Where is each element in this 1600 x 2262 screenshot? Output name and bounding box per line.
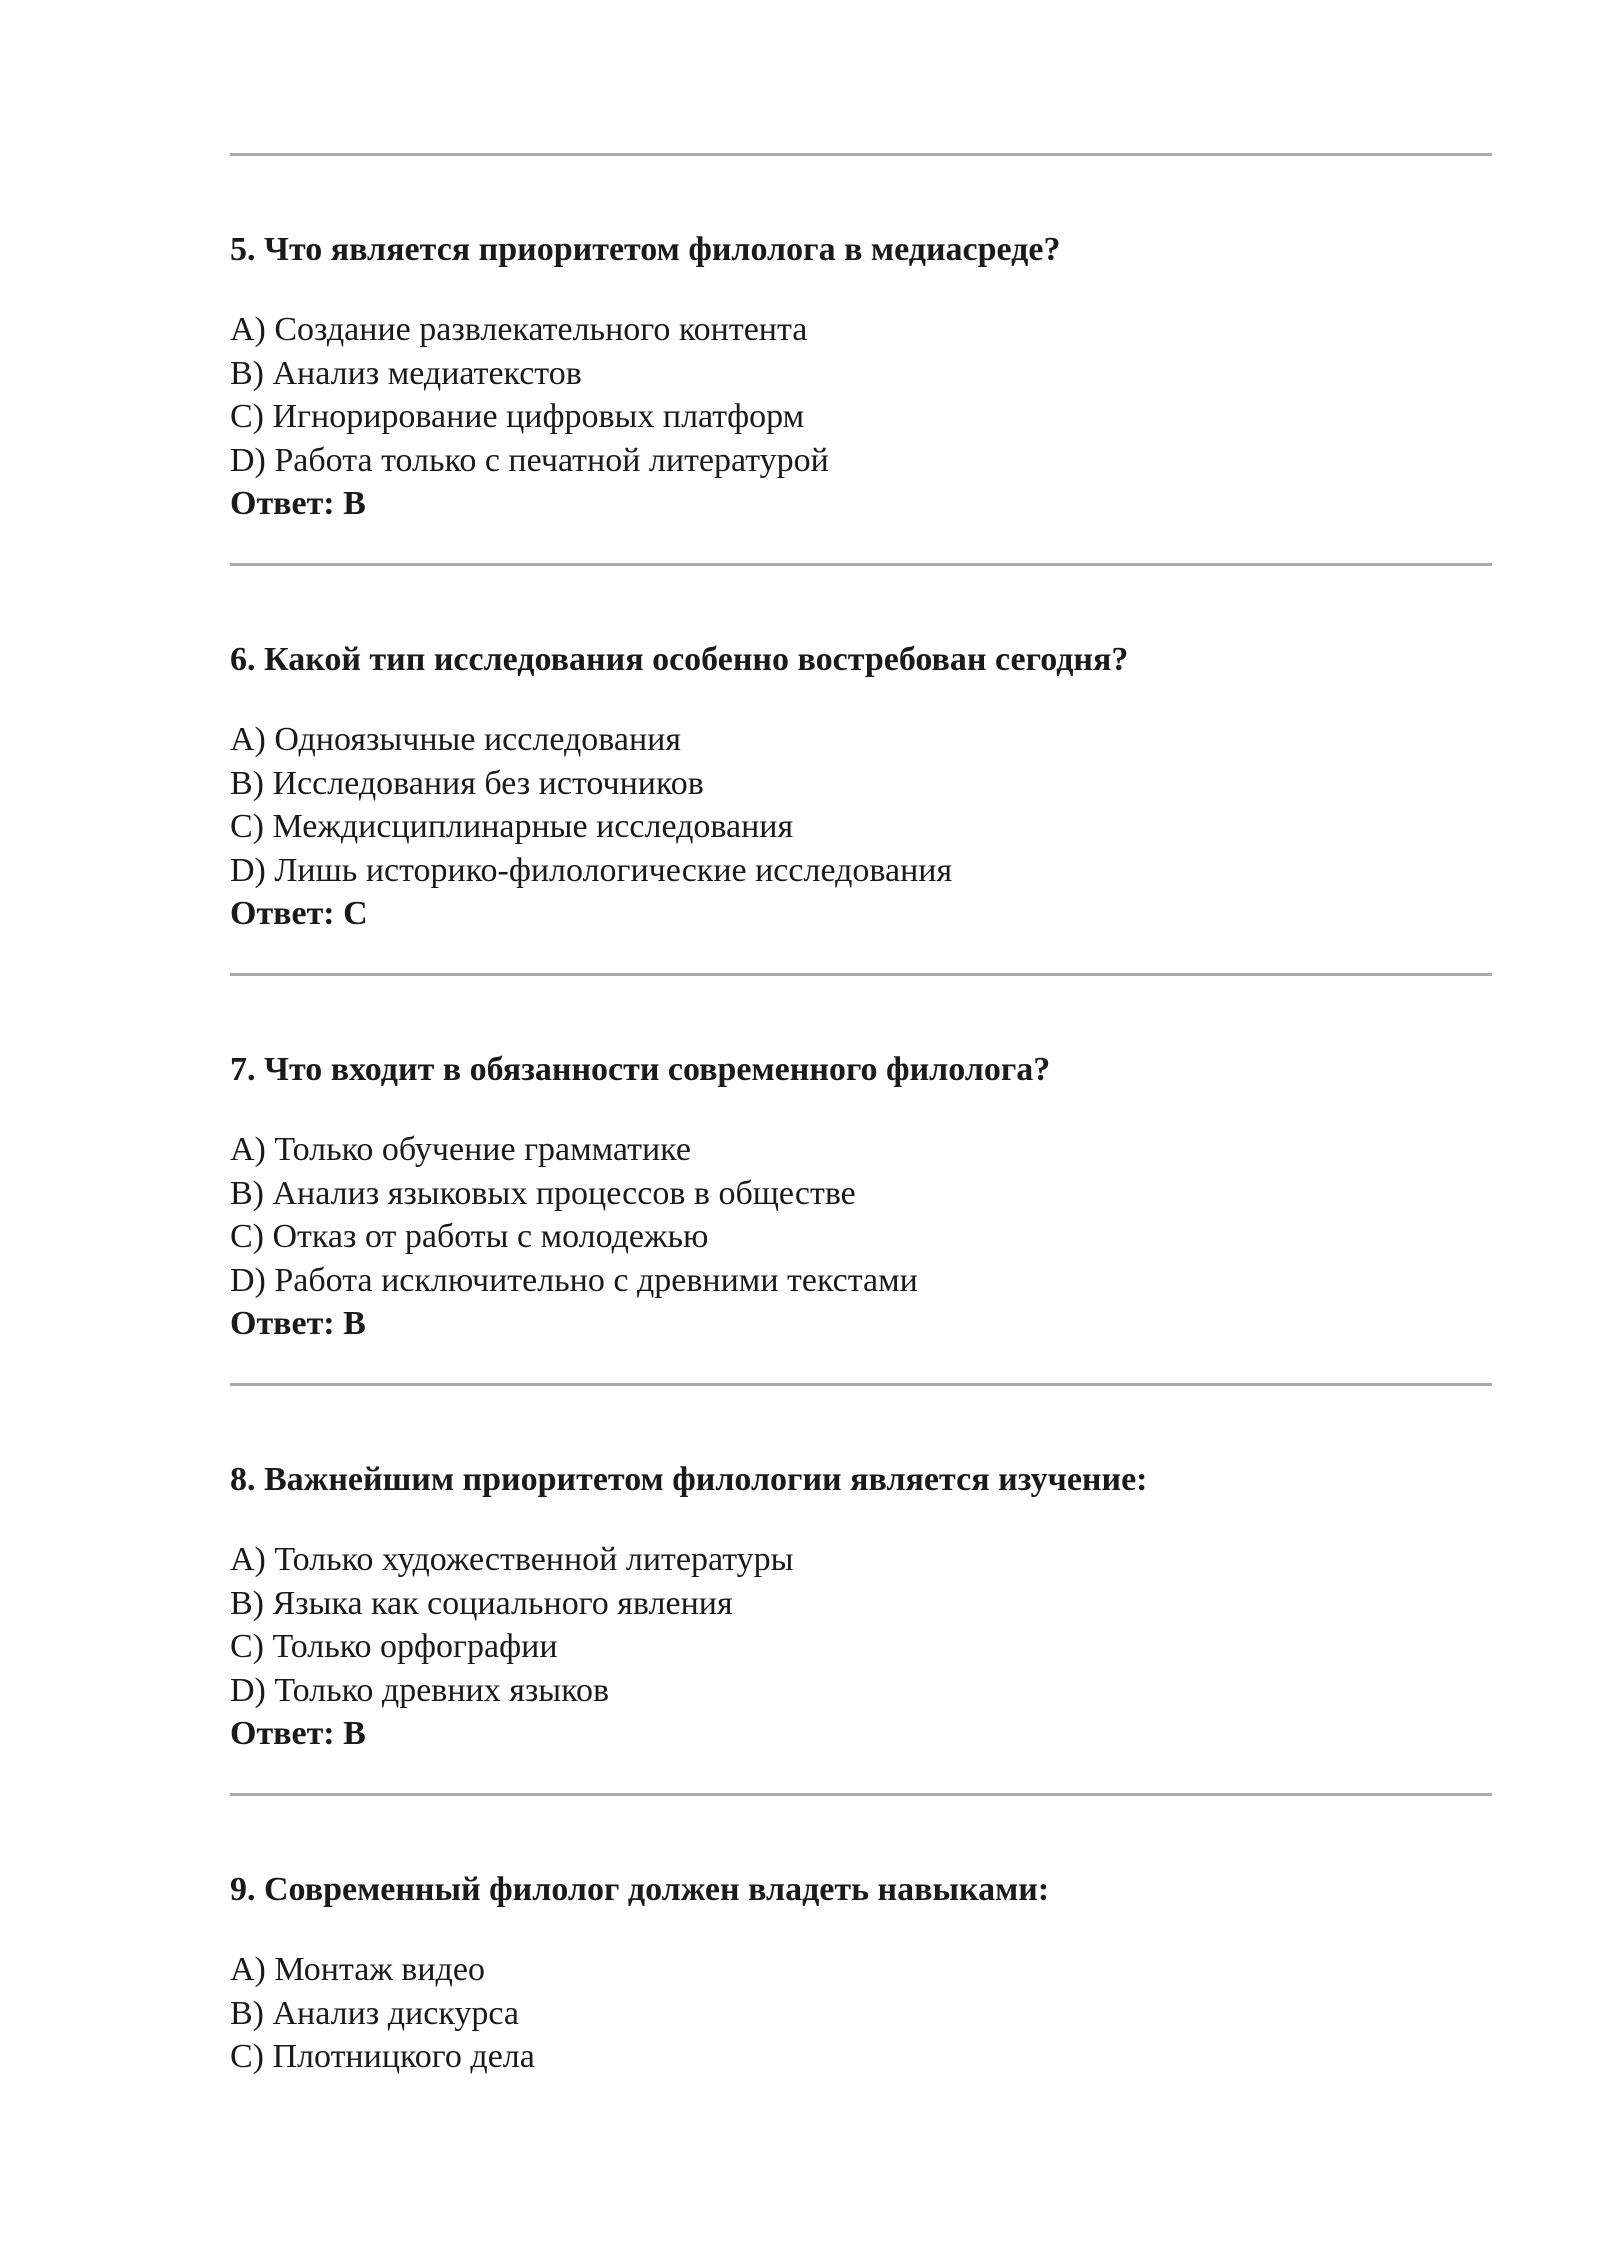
question-block-9 (230, 1868, 1492, 2079)
option-c: C) Междисциплинарные исследования (230, 808, 794, 845)
options-list (230, 1948, 1492, 2079)
option-a: A) Только художественной литературы (230, 1541, 794, 1578)
option-b: B) Анализ языковых процессов в обществе (230, 1174, 856, 1212)
option-d: D) Работа исключительно с древними текстами (230, 1261, 918, 1299)
options-list (230, 308, 1492, 526)
question-block-8 (230, 1458, 1492, 1756)
question-title: 9. Современный филолог должен владеть навыками: (230, 1871, 1050, 1908)
question-title: 6. Какой тип исследования особенно востребован сегодня? (230, 641, 1129, 678)
option-c: C) Игнорирование цифровых платформ (230, 398, 805, 435)
section-divider (230, 563, 1492, 566)
option-d: D) Работа только с печатной литературой (230, 441, 829, 479)
question-block-5 (230, 228, 1492, 526)
option-b: B) Анализ медиатекстов (230, 354, 582, 392)
option-a: A) Монтаж видео (230, 1951, 485, 1988)
section-divider (230, 973, 1492, 976)
section-divider (230, 1383, 1492, 1386)
option-c: C) Только орфографии (230, 1628, 558, 1665)
question-title: 8. Важнейшим приоритетом филологии является изучение: (230, 1461, 1148, 1498)
option-a: A) Одноязычные исследования (230, 721, 681, 758)
answer-line: Ответ: B (230, 485, 366, 522)
option-a: A) Только обучение грамматике (230, 1131, 691, 1168)
option-c: C) Отказ от работы с молодежью (230, 1218, 709, 1255)
options-list (230, 718, 1492, 936)
question-title: 5. Что является приоритетом филолога в медиасреде? (230, 231, 1061, 268)
option-d: D) Только древних языков (230, 1671, 609, 1709)
options-list (230, 1128, 1492, 1346)
answer-line: Ответ: B (230, 1715, 366, 1752)
option-d: D) Лишь историко-филологические исследования (230, 851, 953, 889)
question-block-6 (230, 638, 1492, 936)
option-c: C) Плотницкого дела (230, 2038, 535, 2075)
answer-line: Ответ: B (230, 1305, 366, 1342)
question-title: 7. Что входит в обязанности современного филолога? (230, 1051, 1051, 1088)
option-a: A) Создание развлекательного контента (230, 311, 808, 348)
option-b: B) Исследования без источников (230, 764, 704, 802)
options-list (230, 1538, 1492, 1756)
question-block-7 (230, 1048, 1492, 1346)
section-divider (230, 153, 1492, 156)
section-divider (230, 1793, 1492, 1796)
option-b: B) Анализ дискурса (230, 1994, 519, 2032)
answer-line: Ответ: C (230, 895, 368, 932)
option-b: B) Языка как социального явления (230, 1584, 733, 1622)
